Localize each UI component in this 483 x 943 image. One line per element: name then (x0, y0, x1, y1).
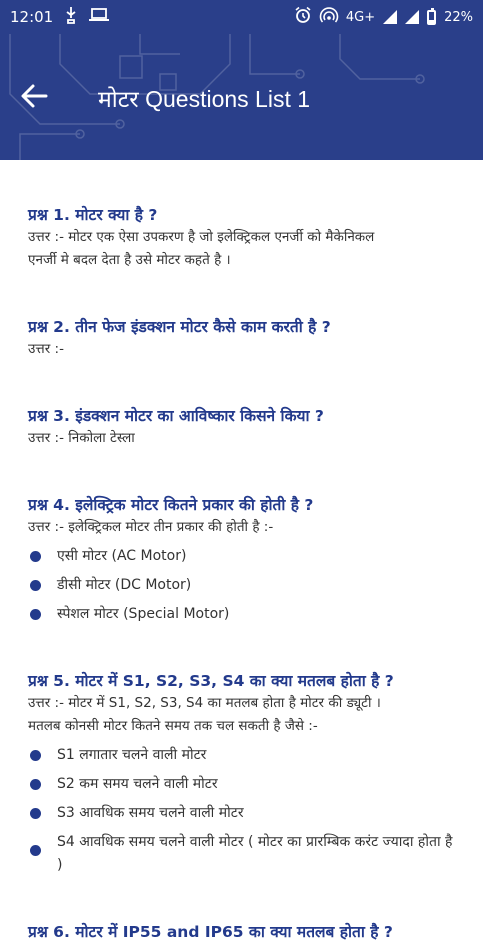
question-block-5 (28, 670, 457, 877)
answer-line: उत्तर :- मोटर एक ऐसा उपकरण है जो इलेक्ट्रिकल एनर्जी को मैकेनिकल (28, 229, 375, 245)
signal-icon-2 (405, 10, 419, 24)
signal-icon (383, 10, 397, 24)
list-item-text: S1 लगातार चलने वाली मोटर (57, 747, 207, 763)
usb-debug-icon (63, 6, 79, 28)
question-block-6 (28, 921, 457, 943)
screen-icon (89, 7, 109, 27)
back-button[interactable] (18, 80, 58, 116)
question-text: प्रश्न 6. मोटर में IP55 and IP65 का क्या मतलब होता है ? (28, 923, 393, 941)
list-item-text: S3 आवधिक समय चलने वाली मोटर (57, 805, 244, 821)
list-item-text: स्पेशल मोटर (Special Motor) (57, 606, 230, 622)
answer-line: मतलब कोनसी मोटर कितने समय तक चल सकती है जैसे :- (28, 718, 318, 734)
page-title: मोटर Questions List 1 (98, 86, 311, 112)
list-item-text: एसी मोटर (AC Motor) (57, 548, 187, 564)
list-item (28, 773, 457, 796)
status-time: 12:01 (10, 8, 54, 26)
list-item (28, 545, 457, 568)
questions-list[interactable] (0, 160, 483, 941)
question-text: प्रश्न 2. तीन फेज इंडक्शन मोटर कैसे काम करती है ? (28, 318, 331, 336)
battery-icon (427, 10, 436, 25)
answer-line: एनर्जी मे बदल देता है उसे मोटर कहते है । (28, 252, 231, 268)
list-item (28, 831, 457, 877)
question-text: प्रश्न 5. मोटर में S1, S2, S3, S4 का क्या मतलब होता है ? (28, 672, 394, 690)
app-bar (0, 34, 483, 160)
alarm-icon (294, 6, 312, 28)
battery-level: 22% (444, 9, 473, 25)
question-block-3 (28, 405, 457, 450)
question-text: प्रश्न 3. इंडक्शन मोटर का आविष्कार किसने किया ? (28, 407, 324, 425)
hotspot-icon (320, 6, 338, 28)
bullet-dot-icon (30, 551, 41, 562)
list-item (28, 603, 457, 626)
network-type: 4G+ (345, 9, 376, 25)
answer-line: उत्तर :- निकोला टेस्ला (28, 430, 135, 446)
question-block-4 (28, 494, 457, 626)
list-item-text: डीसी मोटर (DC Motor) (57, 577, 192, 593)
status-bar (0, 0, 483, 34)
list-item-text: S4 आवधिक समय चलने वाली मोटर ( मोटर का प्रारम्बिक करंट ज्यादा होता है ) (57, 834, 453, 873)
list-item-text: S2 कम समय चलने वाली मोटर (57, 776, 218, 792)
bullet-dot-icon (30, 845, 41, 856)
answer-line: उत्तर :- मोटर में S1, S2, S3, S4 का मतलब होता है मोटर की ड्यूटी । (28, 695, 381, 711)
bullet-list (28, 545, 457, 626)
list-item (28, 574, 457, 597)
answer-line: उत्तर :- इलेक्ट्रिकल मोटर तीन प्रकार की होती है :- (28, 519, 274, 535)
bullet-dot-icon (30, 750, 41, 761)
question-block-1 (28, 204, 457, 272)
answer-line: उत्तर :- (28, 341, 64, 357)
list-item (28, 744, 457, 767)
question-text: प्रश्न 4. इलेक्ट्रिक मोटर कितने प्रकार की होती है ? (28, 496, 314, 514)
question-text: प्रश्न 1. मोटर क्या है ? (28, 206, 158, 224)
bullet-dot-icon (30, 808, 41, 819)
bullet-list (28, 744, 457, 877)
bullet-dot-icon (30, 580, 41, 591)
list-item (28, 802, 457, 825)
question-block-2 (28, 316, 457, 361)
arrow-back-icon (18, 80, 50, 112)
bullet-dot-icon (30, 779, 41, 790)
bullet-dot-icon (30, 609, 41, 620)
